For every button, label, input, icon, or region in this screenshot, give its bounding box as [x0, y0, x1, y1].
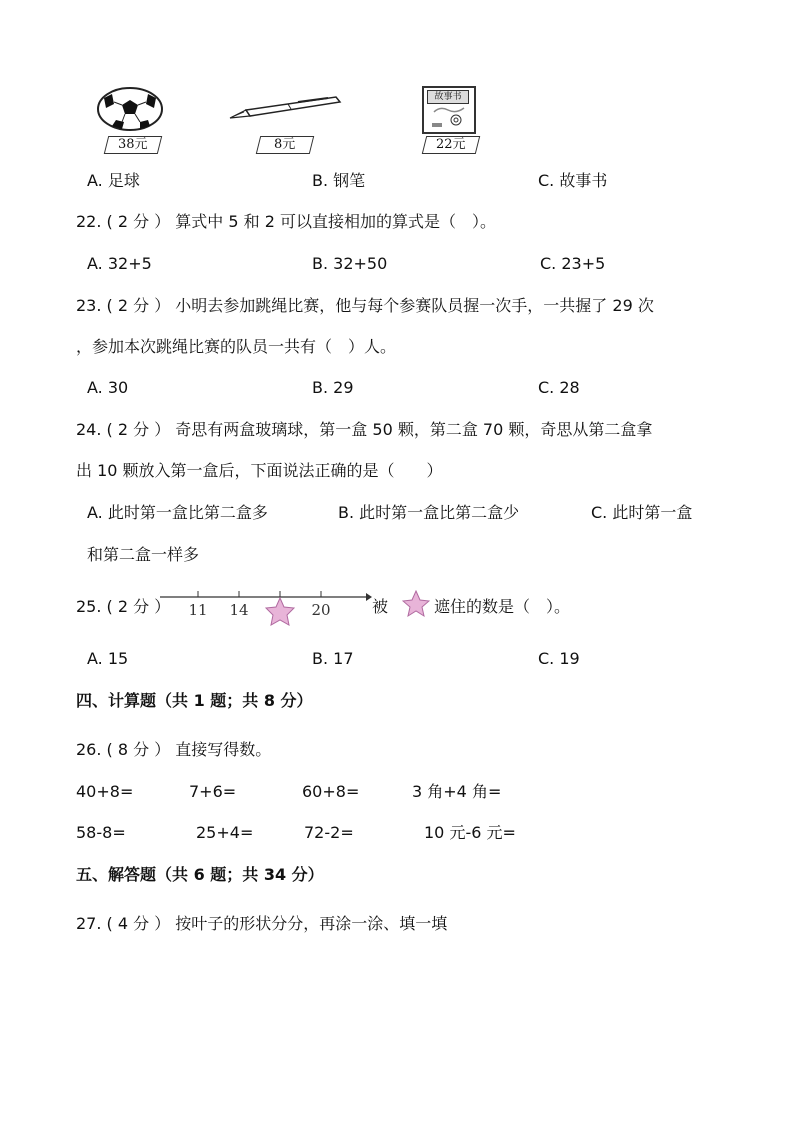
soccer-ball-picture — [96, 86, 164, 136]
q23-option-c[interactable]: C. 28 — [538, 378, 580, 397]
q24-option-b[interactable]: B. 此时第一盒比第二盒少 — [338, 503, 520, 522]
price-tag-book: 22元 — [422, 136, 480, 154]
q24-stem-line1: 24. ( 2 分 ） 奇思有两盒玻璃球，第一盒 50 颗，第二盒 70 颗，奇思从第二盒拿 — [76, 420, 653, 439]
q24-stem-line2: 出 10 颗放入第一盒后，下面说法正确的是（ ） — [76, 461, 443, 480]
calc-item: 58-8= — [76, 823, 126, 842]
fountain-pen-icon — [228, 94, 344, 122]
price-tag-pen: 8元 — [256, 136, 314, 154]
q21-option-a[interactable]: A. 足球 — [87, 171, 140, 190]
q23-option-b[interactable]: B. 29 — [312, 378, 354, 397]
q25-suffix: 遮住的数是（ ）。 — [434, 597, 571, 616]
section5-title: 五、解答题（共 6 题；共 34 分） — [76, 865, 324, 884]
section4-title: 四、计算题（共 1 题；共 8 分） — [76, 691, 313, 710]
q26-stem: 26. ( 8 分 ） 直接写得数。 — [76, 740, 272, 759]
story-book-icon — [428, 104, 470, 128]
price-tag-ball: 38元 — [104, 136, 162, 154]
calc-item: 10 元-6 元= — [424, 823, 516, 842]
star-icon — [402, 590, 430, 618]
calc-item: 3 角+4 角= — [412, 782, 502, 801]
q23-stem-line1: 23. ( 2 分 ） 小明去参加跳绳比赛，他与每个参赛队员握一次手，一共握了 29 次 — [76, 296, 654, 315]
book-cover-title: 故事书 — [427, 90, 469, 104]
q27-stem: 27. ( 4 分 ） 按叶子的形状分分，再涂一涂、填一填 — [76, 914, 448, 933]
q24-option-a[interactable]: A. 此时第一盒比第二盒多 — [87, 503, 268, 522]
book-picture — [422, 86, 476, 134]
q25-option-b[interactable]: B. 17 — [312, 649, 354, 668]
q22-stem: 22. ( 2 分 ） 算式中 5 和 2 可以直接相加的算式是（ ）。 — [76, 212, 497, 231]
q22-option-b[interactable]: B. 32+50 — [312, 254, 388, 273]
q25-option-a[interactable]: A. 15 — [87, 649, 129, 668]
calc-item: 72-2= — [304, 823, 354, 842]
tick-label-11: 11 — [188, 601, 208, 619]
q25-option-c[interactable]: C. 19 — [538, 649, 580, 668]
q24-option-c-continued: 和第二盒一样多 — [87, 545, 200, 564]
q25-prefix: 25. ( 2 分 ） — [76, 597, 171, 616]
calc-item: 40+8= — [76, 782, 134, 801]
calc-item: 7+6= — [189, 782, 237, 801]
tick-label-14: 14 — [229, 601, 249, 619]
q23-option-a[interactable]: A. 30 — [87, 378, 129, 397]
q23-stem-line2: ，参加本次跳绳比赛的队员一共有（ ）人。 — [76, 337, 397, 356]
calc-item: 25+4= — [196, 823, 254, 842]
q21-option-c[interactable]: C. 故事书 — [538, 171, 608, 190]
q24-option-c[interactable]: C. 此时第一盒 — [591, 503, 693, 522]
star-icon — [266, 598, 294, 625]
q22-option-a[interactable]: A. 32+5 — [87, 254, 152, 273]
q21-option-b[interactable]: B. 钢笔 — [312, 171, 366, 190]
tick-label-20: 20 — [311, 601, 331, 619]
soccer-ball-icon — [96, 86, 164, 132]
star-inline — [402, 590, 430, 622]
number-line — [160, 584, 372, 634]
q22-option-c[interactable]: C. 23+5 — [540, 254, 606, 273]
q25-mid: 被 — [372, 597, 389, 616]
calc-item: 60+8= — [302, 782, 360, 801]
pen-picture — [228, 94, 344, 126]
